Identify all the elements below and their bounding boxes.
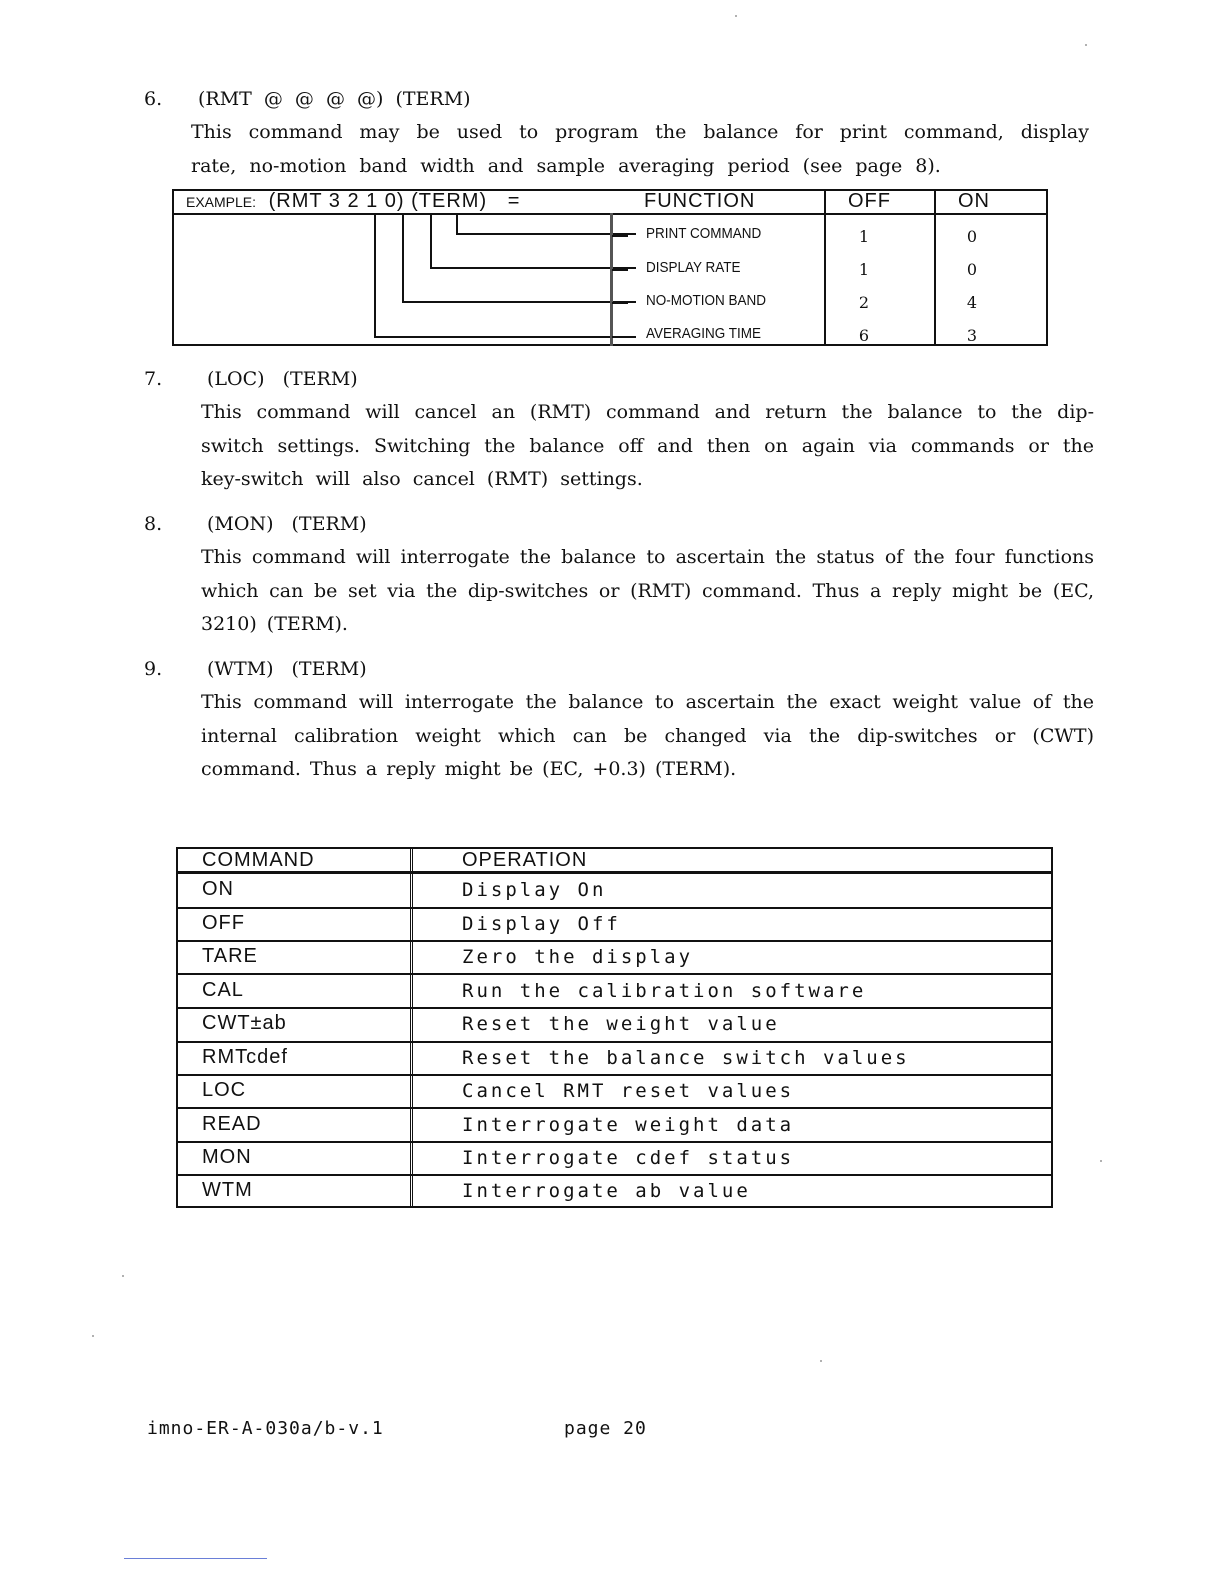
off-value: 2	[858, 293, 870, 312]
operation-cell: Run the calibration software	[462, 980, 867, 1002]
command-cell: ON	[202, 878, 234, 900]
command-cell: CWT±ab	[202, 1012, 287, 1034]
scan-speck	[1085, 44, 1087, 46]
operation-cell: Reset the weight value	[462, 1013, 780, 1035]
command-cell: READ	[202, 1113, 262, 1135]
table-row	[178, 1177, 1051, 1210]
section-6-heading: (RMT @ @ @ @) (TERM)	[198, 88, 471, 110]
example-header	[186, 190, 520, 213]
footer-doc-id: imno-ER-A-030a/b-v.1	[147, 1418, 384, 1439]
command-cell: MON	[202, 1146, 252, 1168]
connector-tick	[612, 336, 628, 338]
table-row	[178, 1111, 1051, 1144]
section-7-number: 7.	[144, 368, 163, 390]
scan-speck	[735, 15, 737, 17]
section-7-heading: (LOC) (TERM)	[207, 368, 358, 390]
command-table	[176, 847, 1053, 1208]
off-value: 1	[858, 227, 870, 246]
section-6-number: 6.	[144, 88, 163, 110]
column-header-command: COMMAND	[202, 849, 315, 871]
table-row	[178, 1044, 1051, 1077]
scan-speck	[92, 1335, 94, 1337]
scan-speck	[1100, 1160, 1102, 1162]
section-9-heading: (WTM) (TERM)	[207, 658, 367, 680]
connector-line	[456, 213, 458, 235]
column-header-on: ON	[958, 190, 990, 212]
operation-cell: Interrogate ab value	[462, 1180, 751, 1202]
function-no-motion-band: NO-MOTION BAND	[646, 292, 767, 309]
example-equals: =	[507, 190, 521, 212]
section-7-body: This command will cancel an (RMT) command and return the balance to the dip-switch settings. Switching the balance off and then on again via commands or the key-switch will also cancel (RMT) settings.	[201, 401, 1094, 490]
command-cell: RMTcdef	[202, 1046, 288, 1068]
on-value: 4	[966, 293, 978, 312]
off-value: 6	[858, 326, 870, 345]
command-cell: WTM	[202, 1179, 253, 1201]
off-value: 1	[858, 260, 870, 279]
bottom-rule	[124, 1558, 267, 1559]
function-print-command: PRINT COMMAND	[646, 225, 762, 242]
operation-cell: Display Off	[462, 913, 621, 935]
on-value: 0	[966, 227, 978, 246]
connector-spine	[610, 213, 613, 346]
connector-tick	[612, 269, 628, 271]
on-value: 0	[966, 260, 978, 279]
function-averaging-time: AVERAGING TIME	[646, 325, 762, 342]
operation-cell: Reset the balance switch values	[462, 1047, 910, 1069]
connector-line	[456, 233, 636, 235]
scan-speck	[820, 1360, 822, 1362]
table-row	[178, 910, 1051, 943]
connector-line	[374, 213, 376, 338]
section-8-number: 8.	[144, 513, 163, 535]
scan-speck	[122, 1275, 124, 1277]
command-cell: TARE	[202, 945, 258, 967]
operation-cell: Display On	[462, 879, 607, 901]
section-8-body: This command will interrogate the balance to ascertain the status of the four functions which can be set via the dip-switches or (RMT) command. Thus a reply might be (EC, 3210) (TERM).	[201, 546, 1094, 635]
example-table	[172, 189, 1048, 346]
table-row	[178, 1144, 1051, 1177]
column-header-function: FUNCTION	[644, 190, 756, 212]
operation-cell: Zero the display	[462, 946, 694, 968]
operation-cell: Interrogate cdef status	[462, 1147, 795, 1169]
connector-line	[374, 336, 636, 338]
column-header-off: OFF	[848, 190, 891, 212]
connector-line	[402, 301, 636, 303]
on-value: 3	[966, 326, 978, 345]
operation-cell: Cancel RMT reset values	[462, 1080, 795, 1102]
section-9-body: This command will interrogate the balance to ascertain the exact weight value of the internal calibration weight which can be changed via the dip-switches or (CWT) command. Thus a reply might be (EC, +0.3) (TERM).	[201, 691, 1094, 780]
section-6-body: This command may be used to program the balance for print command, display rate, no-motion band width and sample averaging period (see page 8).	[191, 121, 1089, 177]
table-row	[178, 876, 1051, 909]
section-9-number: 9.	[144, 658, 163, 680]
section-8-heading: (MON) (TERM)	[207, 513, 367, 535]
table-row	[178, 1077, 1051, 1110]
command-cell: LOC	[202, 1079, 247, 1101]
command-cell: CAL	[202, 979, 244, 1001]
table-row	[178, 977, 1051, 1010]
connector-line	[430, 267, 636, 269]
example-command: (RMT 3 2 1 0) (TERM)	[268, 190, 488, 212]
command-cell: OFF	[202, 912, 245, 934]
connector-tick	[612, 235, 628, 237]
connector-tick	[612, 302, 628, 304]
table-row	[178, 943, 1051, 976]
example-label: EXAMPLE:	[186, 194, 257, 210]
table-row	[178, 1010, 1051, 1043]
connector-line	[402, 213, 404, 303]
function-display-rate: DISPLAY RATE	[646, 259, 741, 276]
column-header-operation: OPERATION	[462, 849, 588, 871]
footer-page-number: page 20	[564, 1418, 647, 1439]
connector-line	[430, 213, 432, 269]
operation-cell: Interrogate weight data	[462, 1114, 795, 1136]
